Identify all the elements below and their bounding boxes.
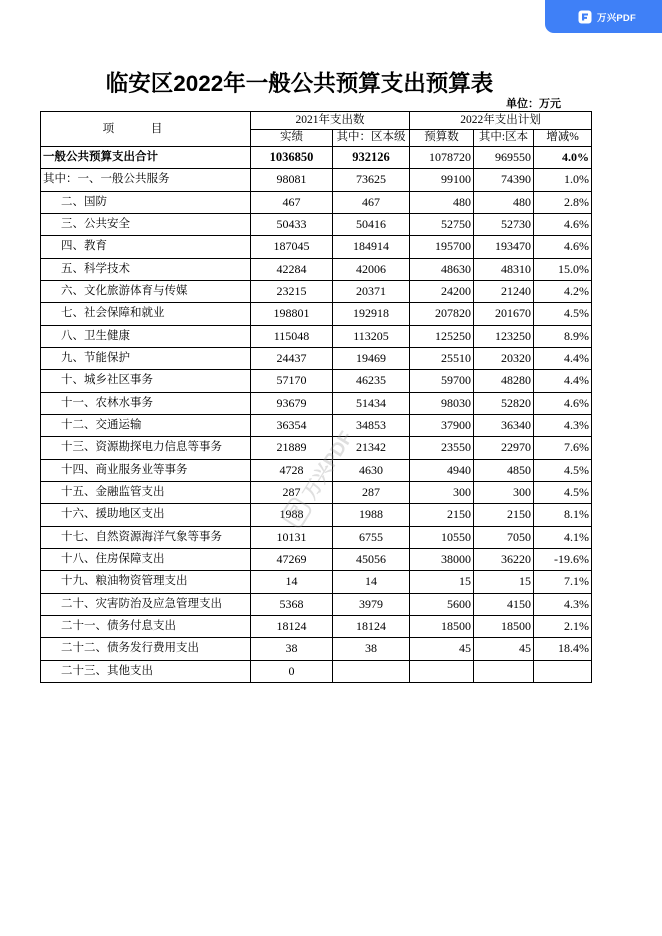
cell-budget: 300 [410, 481, 474, 503]
cell-budget: 125250 [410, 325, 474, 347]
cell-budget: 4940 [410, 459, 474, 481]
unit-label: 单位：万元 [506, 98, 561, 110]
cell-label: 二十一、债务付息支出 [41, 615, 251, 637]
cell-change: 2.8% [534, 191, 592, 213]
cell-actual-district: 34853 [333, 414, 410, 436]
cell-label: 二、国防 [41, 191, 251, 213]
cell-actual-district: 50416 [333, 213, 410, 235]
cell-actual: 24437 [251, 347, 333, 369]
cell-actual: 36354 [251, 414, 333, 436]
table-row [41, 280, 592, 302]
cell-actual-district: 38 [333, 638, 410, 660]
table-row [41, 615, 592, 637]
cell-actual: 4728 [251, 459, 333, 481]
table-body [41, 147, 592, 683]
cell-budget-district: 193470 [474, 236, 534, 258]
cell-budget-district: 201670 [474, 303, 534, 325]
table-row [41, 303, 592, 325]
table-row [41, 593, 592, 615]
table-row [41, 504, 592, 526]
table-row [41, 169, 592, 191]
table-row [41, 392, 592, 414]
cell-budget-district: 22970 [474, 437, 534, 459]
cell-actual-district: 21342 [333, 437, 410, 459]
cell-actual: 1988 [251, 504, 333, 526]
cell-actual: 38 [251, 638, 333, 660]
cell-change [534, 660, 592, 682]
cell-actual: 93679 [251, 392, 333, 414]
cell-budget-district: 45 [474, 638, 534, 660]
table-row [41, 548, 592, 570]
cell-change: 4.4% [534, 370, 592, 392]
cell-budget: 480 [410, 191, 474, 213]
cell-budget-district: 480 [474, 191, 534, 213]
cell-label: 十七、自然资源海洋气象等事务 [41, 526, 251, 548]
cell-label: 三、公共安全 [41, 213, 251, 235]
cell-change: 4.5% [534, 303, 592, 325]
cell-budget-district: 15 [474, 571, 534, 593]
cell-budget-district: 123250 [474, 325, 534, 347]
cell-budget-district: 969550 [474, 147, 534, 169]
header-row-groups [41, 112, 592, 130]
cell-budget-district: 48310 [474, 258, 534, 280]
cell-actual-district: 184914 [333, 236, 410, 258]
cell-label: 七、社会保障和就业 [41, 303, 251, 325]
cell-label: 十、城乡社区事务 [41, 370, 251, 392]
cell-change: 1.0% [534, 169, 592, 191]
cell-budget: 2150 [410, 504, 474, 526]
cell-actual: 187045 [251, 236, 333, 258]
table-row [41, 459, 592, 481]
cell-label: 二十三、其他支出 [41, 660, 251, 682]
cell-change: 2.1% [534, 615, 592, 637]
cell-actual-district: 6755 [333, 526, 410, 548]
cell-budget-district: 7050 [474, 526, 534, 548]
table-row [41, 437, 592, 459]
cell-label: 十一、农林水事务 [41, 392, 251, 414]
cell-budget: 1078720 [410, 147, 474, 169]
cell-budget: 10550 [410, 526, 474, 548]
header-budget: 预算数 [410, 129, 474, 147]
cell-actual: 23215 [251, 280, 333, 302]
cell-actual-district: 467 [333, 191, 410, 213]
cell-budget [410, 660, 474, 682]
cell-budget: 59700 [410, 370, 474, 392]
cell-budget-district: 52820 [474, 392, 534, 414]
header-group-2021: 2021年支出数 [251, 112, 410, 130]
cell-budget: 207820 [410, 303, 474, 325]
watermark-label: 万兴PDF [299, 427, 358, 504]
cell-actual-district: 42006 [333, 258, 410, 280]
cell-change: 4.3% [534, 593, 592, 615]
cell-change: -19.6% [534, 548, 592, 570]
cell-label: 六、文化旅游体育与传媒 [41, 280, 251, 302]
table-row [41, 571, 592, 593]
cell-label: 十三、资源勘探电力信息等事务 [41, 437, 251, 459]
cell-actual-district: 18124 [333, 615, 410, 637]
cell-budget: 18500 [410, 615, 474, 637]
cell-actual-district: 3979 [333, 593, 410, 615]
cell-actual: 57170 [251, 370, 333, 392]
cell-label: 二十、灾害防治及应急管理支出 [41, 593, 251, 615]
header-change: 增减% [534, 129, 592, 147]
cell-budget-district: 4150 [474, 593, 534, 615]
cell-change: 4.1% [534, 526, 592, 548]
cell-actual: 50433 [251, 213, 333, 235]
cell-actual: 467 [251, 191, 333, 213]
cell-budget: 5600 [410, 593, 474, 615]
cell-actual-district: 51434 [333, 392, 410, 414]
cell-actual: 10131 [251, 526, 333, 548]
cell-label: 十五、金融监管支出 [41, 481, 251, 503]
cell-budget-district: 20320 [474, 347, 534, 369]
cell-change: 4.5% [534, 481, 592, 503]
table-row [41, 638, 592, 660]
cell-budget-district: 52730 [474, 213, 534, 235]
cell-actual-district [333, 660, 410, 682]
cell-actual: 18124 [251, 615, 333, 637]
cell-label: 五、科学技术 [41, 258, 251, 280]
header-actual: 实绩 [251, 129, 333, 147]
cell-label: 十二、交通运输 [41, 414, 251, 436]
cell-budget: 25510 [410, 347, 474, 369]
cell-actual-district: 932126 [333, 147, 410, 169]
cell-actual: 21889 [251, 437, 333, 459]
cell-change: 18.4% [534, 638, 592, 660]
cell-actual: 198801 [251, 303, 333, 325]
cell-actual-district: 73625 [333, 169, 410, 191]
cell-actual-district: 19469 [333, 347, 410, 369]
header-actual-district: 其中：区本级 [333, 129, 410, 147]
table-row [41, 370, 592, 392]
cell-budget-district: 4850 [474, 459, 534, 481]
cell-budget: 98030 [410, 392, 474, 414]
cell-label: 二十二、债务发行费用支出 [41, 638, 251, 660]
cell-budget-district: 300 [474, 481, 534, 503]
cell-actual-district: 192918 [333, 303, 410, 325]
cell-actual-district: 4630 [333, 459, 410, 481]
cell-change: 8.9% [534, 325, 592, 347]
cell-budget: 52750 [410, 213, 474, 235]
cell-actual-district: 46235 [333, 370, 410, 392]
cell-label: 九、节能保护 [41, 347, 251, 369]
cell-budget: 99100 [410, 169, 474, 191]
table-row [41, 660, 592, 682]
cell-actual: 1036850 [251, 147, 333, 169]
cell-actual-district: 113205 [333, 325, 410, 347]
table-row [41, 526, 592, 548]
cell-budget: 195700 [410, 236, 474, 258]
cell-budget: 48630 [410, 258, 474, 280]
cell-actual-district: 287 [333, 481, 410, 503]
budget-table [40, 111, 592, 683]
cell-change: 4.3% [534, 414, 592, 436]
cell-change: 4.5% [534, 459, 592, 481]
cell-budget-district: 2150 [474, 504, 534, 526]
cell-label: 四、教育 [41, 236, 251, 258]
cell-actual-district: 20371 [333, 280, 410, 302]
cell-budget-district: 36340 [474, 414, 534, 436]
total-row [41, 147, 592, 169]
table-row [41, 347, 592, 369]
table-row [41, 258, 592, 280]
cell-budget: 15 [410, 571, 474, 593]
cell-label: 十八、住房保障支出 [41, 548, 251, 570]
wondershare-pdf-logo-icon [578, 10, 592, 24]
table-row [41, 191, 592, 213]
cell-label: 十四、商业服务业等事务 [41, 459, 251, 481]
table-row [41, 213, 592, 235]
cell-change: 15.0% [534, 258, 592, 280]
cell-change: 4.0% [534, 147, 592, 169]
cell-actual: 115048 [251, 325, 333, 347]
header-item: 项 目 [41, 112, 251, 147]
header-group-2022: 2022年支出计划 [410, 112, 592, 130]
page-title: 临安区2022年一般公共预算支出预算表 [105, 71, 494, 96]
cell-budget: 37900 [410, 414, 474, 436]
cell-actual: 42284 [251, 258, 333, 280]
cell-label: 一般公共预算支出合计 [41, 147, 251, 169]
cell-change: 7.1% [534, 571, 592, 593]
cell-budget: 24200 [410, 280, 474, 302]
cell-budget-district: 18500 [474, 615, 534, 637]
cell-label: 十六、援助地区支出 [41, 504, 251, 526]
cell-budget: 23550 [410, 437, 474, 459]
cell-budget-district: 48280 [474, 370, 534, 392]
cell-change: 4.2% [534, 280, 592, 302]
wondershare-pdf-badge[interactable] [545, 0, 662, 33]
cell-change: 7.6% [534, 437, 592, 459]
badge-label: 万兴PDF [597, 12, 637, 24]
cell-budget: 45 [410, 638, 474, 660]
cell-actual: 0 [251, 660, 333, 682]
table-row [41, 414, 592, 436]
table-header [41, 112, 592, 147]
cell-budget: 38000 [410, 548, 474, 570]
cell-change: 4.6% [534, 236, 592, 258]
cell-actual: 287 [251, 481, 333, 503]
cell-budget-district: 21240 [474, 280, 534, 302]
cell-budget-district [474, 660, 534, 682]
cell-actual-district: 45056 [333, 548, 410, 570]
cell-actual: 14 [251, 571, 333, 593]
table-row [41, 325, 592, 347]
cell-label: 八、卫生健康 [41, 325, 251, 347]
cell-label: 其中：一、一般公共服务 [41, 169, 251, 191]
table-row [41, 481, 592, 503]
table-row [41, 236, 592, 258]
cell-change: 4.6% [534, 213, 592, 235]
cell-change: 8.1% [534, 504, 592, 526]
cell-actual-district: 14 [333, 571, 410, 593]
header-budget-district: 其中:区本 [474, 129, 534, 147]
cell-change: 4.4% [534, 347, 592, 369]
cell-label: 十九、粮油物资管理支出 [41, 571, 251, 593]
cell-actual: 98081 [251, 169, 333, 191]
cell-change: 4.6% [534, 392, 592, 414]
cell-budget-district: 36220 [474, 548, 534, 570]
cell-budget-district: 74390 [474, 169, 534, 191]
cell-actual: 47269 [251, 548, 333, 570]
cell-actual-district: 1988 [333, 504, 410, 526]
cell-actual: 5368 [251, 593, 333, 615]
